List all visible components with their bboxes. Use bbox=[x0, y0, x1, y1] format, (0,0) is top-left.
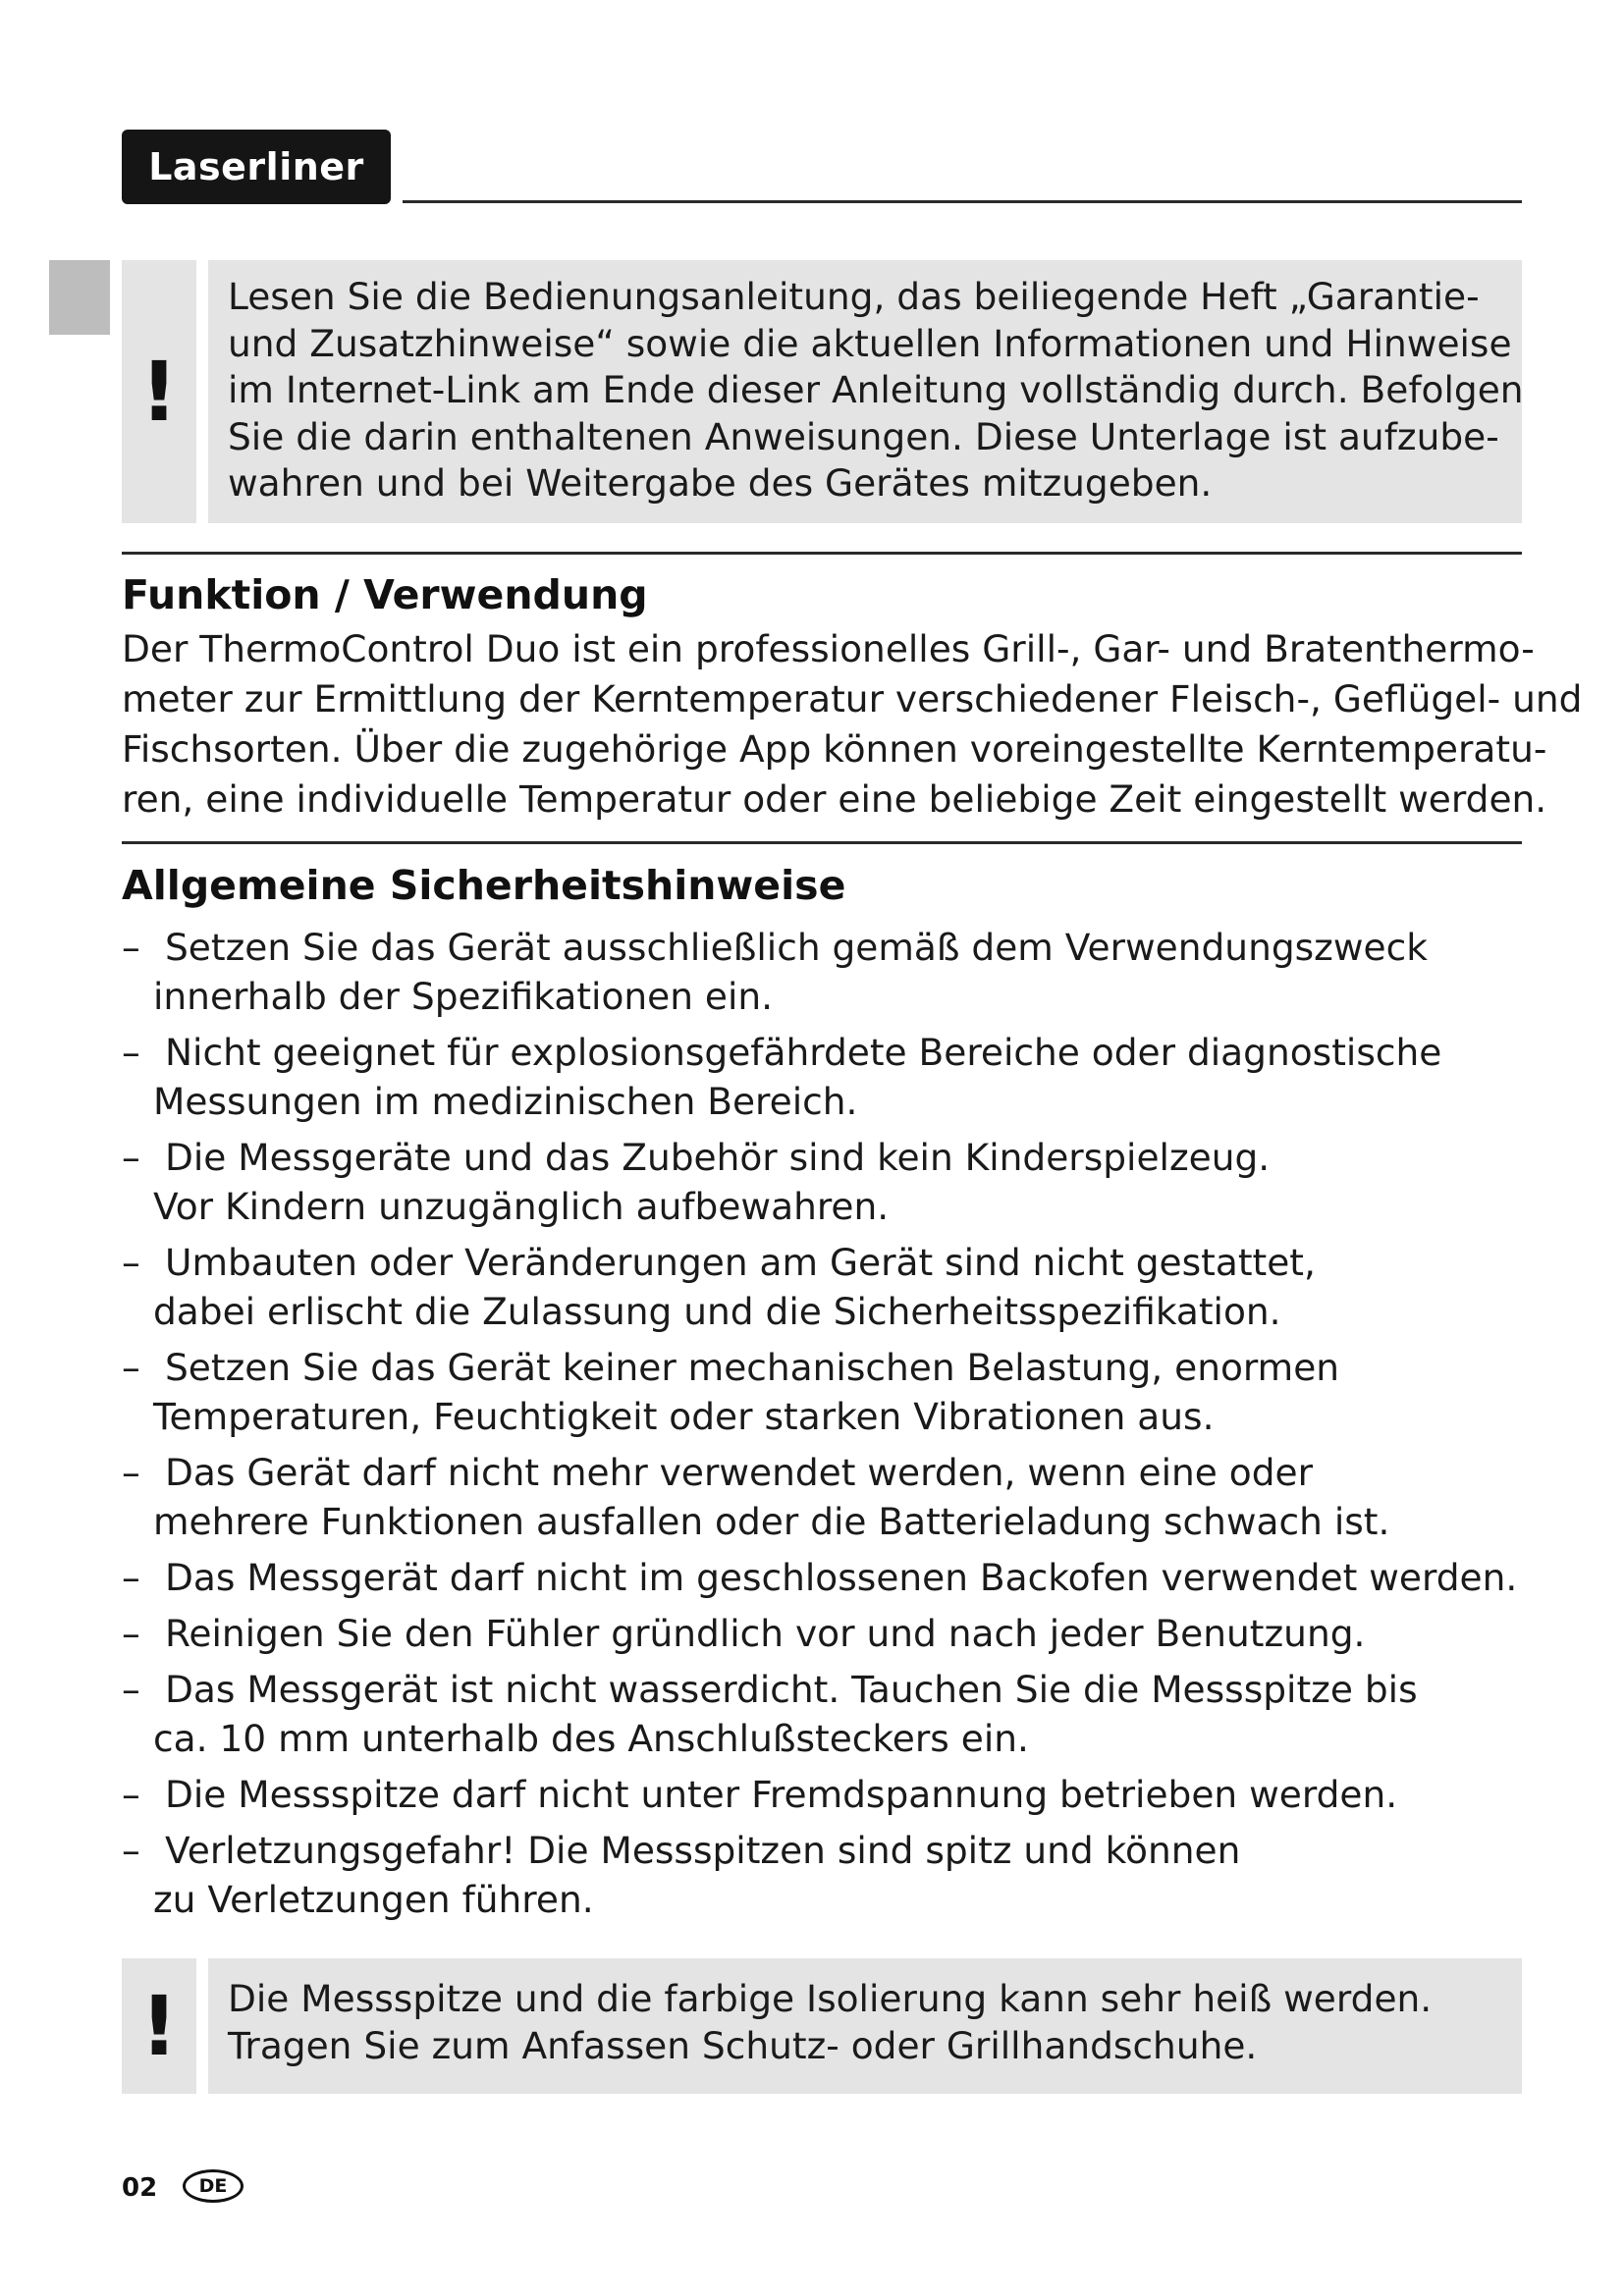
section-divider bbox=[122, 552, 1522, 555]
dash-bullet: – bbox=[122, 1136, 140, 1179]
list-item-text: Verletzungsgefahr! Die Messspitzen sind spitz und können bbox=[165, 1829, 1241, 1872]
notice-line: Sie die darin enthaltenen Anweisungen. Diese Unterlage ist aufzube- bbox=[228, 414, 1499, 458]
list-item-text: Die Messgeräte und das Zubehör sind kein Kinderspielzeug. bbox=[165, 1136, 1271, 1179]
list-item-line bbox=[122, 1287, 1536, 1336]
list-item bbox=[122, 1448, 1536, 1546]
list-item-text: Die Messspitze darf nicht unter Fremdspannung betrieben werden. bbox=[165, 1773, 1398, 1816]
exclamation-icon: ! bbox=[122, 1958, 196, 2094]
list-item bbox=[122, 923, 1536, 1021]
brand-logo: Laserliner bbox=[122, 130, 391, 204]
list-item-text: Reinigen Sie den Fühler gründlich vor und nach jeder Benutzung. bbox=[165, 1612, 1366, 1655]
safety-list bbox=[122, 923, 1536, 1931]
list-item-line bbox=[122, 1392, 1536, 1441]
list-item-text: Nicht geeignet für explosionsgefährdete Bereiche oder diagnostische bbox=[165, 1031, 1442, 1074]
list-item-line bbox=[122, 1875, 1536, 1924]
list-item bbox=[122, 1028, 1536, 1126]
list-item-line bbox=[122, 1133, 1536, 1182]
section-heading-safety: Allgemeine Sicherheitshinweise bbox=[122, 862, 846, 909]
list-item bbox=[122, 1826, 1536, 1924]
notice-bottom-text bbox=[208, 1958, 1522, 2094]
list-item-line bbox=[122, 923, 1536, 972]
list-item bbox=[122, 1133, 1536, 1231]
list-item-text: dabei erlischt die Zulassung und die Sicherheitsspezifikation. bbox=[153, 1290, 1281, 1333]
header-rule bbox=[403, 200, 1522, 203]
notice-bottom bbox=[122, 1958, 1522, 2094]
page-number: 02 bbox=[122, 2173, 158, 2203]
list-item bbox=[122, 1665, 1536, 1763]
list-item-line bbox=[122, 1182, 1536, 1231]
paragraph-line: ren, eine individuelle Temperatur oder eine beliebige Zeit eingestellt werden. bbox=[122, 777, 1547, 821]
list-item-text: Das Messgerät ist nicht wasserdicht. Tauchen Sie die Messspitze bis bbox=[165, 1668, 1418, 1711]
list-item-text: Das Gerät darf nicht mehr verwendet werden, wenn eine oder bbox=[165, 1451, 1314, 1494]
list-item bbox=[122, 1553, 1536, 1602]
dash-bullet: – bbox=[122, 1829, 140, 1872]
list-item-text: Umbauten oder Veränderungen am Gerät sind nicht gestattet, bbox=[165, 1241, 1316, 1284]
notice-line: im Internet-Link am Ende dieser Anleitung vollständig durch. Befolgen bbox=[228, 368, 1524, 411]
list-item-text: mehrere Funktionen ausfallen oder die Batterieladung schwach ist. bbox=[153, 1500, 1390, 1543]
list-item-line bbox=[122, 972, 1536, 1021]
list-item-line bbox=[122, 1343, 1536, 1392]
list-item-line bbox=[122, 1826, 1536, 1875]
paragraph-line: Fischsorten. Über die zugehörige App können voreingestellte Kerntemperatu- bbox=[122, 727, 1547, 771]
side-tab-marker bbox=[49, 260, 110, 335]
list-item-line bbox=[122, 1077, 1536, 1126]
notice-top-text bbox=[208, 260, 1522, 523]
list-item bbox=[122, 1238, 1536, 1336]
section-divider bbox=[122, 841, 1522, 844]
list-item-line bbox=[122, 1238, 1536, 1287]
notice-line: Lesen Sie die Bedienungsanleitung, das beiliegende Heft „Garantie- bbox=[228, 275, 1480, 318]
list-item-line bbox=[122, 1448, 1536, 1497]
notice-line: Die Messspitze und die farbige Isolierung kann sehr heiß werden. bbox=[228, 1977, 1433, 2020]
list-item-text: zu Verletzungen führen. bbox=[153, 1878, 594, 1921]
function-paragraph bbox=[122, 624, 1583, 825]
dash-bullet: – bbox=[122, 1773, 140, 1816]
exclamation-icon: ! bbox=[122, 260, 196, 523]
dash-bullet: – bbox=[122, 1451, 140, 1494]
list-item-line bbox=[122, 1714, 1536, 1763]
paragraph-line: meter zur Ermittlung der Kerntemperatur verschiedener Fleisch-, Geflügel- und bbox=[122, 677, 1583, 721]
notice-line: Tragen Sie zum Anfassen Schutz- oder Grillhandschuhe. bbox=[228, 2023, 1258, 2067]
list-item-text: Temperaturen, Feuchtigkeit oder starken Vibrationen aus. bbox=[153, 1395, 1215, 1438]
dash-bullet: – bbox=[122, 1556, 140, 1599]
dash-bullet: – bbox=[122, 1612, 140, 1655]
list-item-line bbox=[122, 1665, 1536, 1714]
notice-line: und Zusatzhinweise“ sowie die aktuellen Informationen und Hinweise bbox=[228, 321, 1512, 365]
dash-bullet: – bbox=[122, 926, 140, 969]
list-item-line bbox=[122, 1609, 1536, 1658]
notice-line: wahren und bei Weitergabe des Gerätes mitzugeben. bbox=[228, 461, 1213, 505]
list-item-text: Das Messgerät darf nicht im geschlossenen Backofen verwendet werden. bbox=[165, 1556, 1518, 1599]
list-item-text: innerhalb der Spezifikationen ein. bbox=[153, 975, 774, 1018]
list-item-text: Vor Kindern unzugänglich aufbewahren. bbox=[153, 1185, 890, 1228]
list-item-line bbox=[122, 1497, 1536, 1546]
dash-bullet: – bbox=[122, 1031, 140, 1074]
list-item bbox=[122, 1343, 1536, 1441]
list-item-line bbox=[122, 1553, 1536, 1602]
list-item bbox=[122, 1770, 1536, 1819]
list-item-text: ca. 10 mm unterhalb des Anschlußsteckers ein. bbox=[153, 1717, 1029, 1760]
section-heading-function: Funktion / Verwendung bbox=[122, 571, 648, 618]
list-item-line bbox=[122, 1028, 1536, 1077]
dash-bullet: – bbox=[122, 1346, 140, 1389]
list-item-text: Setzen Sie das Gerät ausschließlich gemäß dem Verwendungszweck bbox=[165, 926, 1428, 969]
list-item-line bbox=[122, 1770, 1536, 1819]
notice-top bbox=[122, 260, 1522, 523]
language-badge: DE bbox=[183, 2169, 244, 2203]
list-item-text: Messungen im medizinischen Bereich. bbox=[153, 1080, 858, 1123]
paragraph-line: Der ThermoControl Duo ist ein professionelles Grill-, Gar- und Bratenthermo- bbox=[122, 627, 1535, 670]
dash-bullet: – bbox=[122, 1241, 140, 1284]
list-item-text: Setzen Sie das Gerät keiner mechanischen Belastung, enormen bbox=[165, 1346, 1340, 1389]
dash-bullet: – bbox=[122, 1668, 140, 1711]
list-item bbox=[122, 1609, 1536, 1658]
